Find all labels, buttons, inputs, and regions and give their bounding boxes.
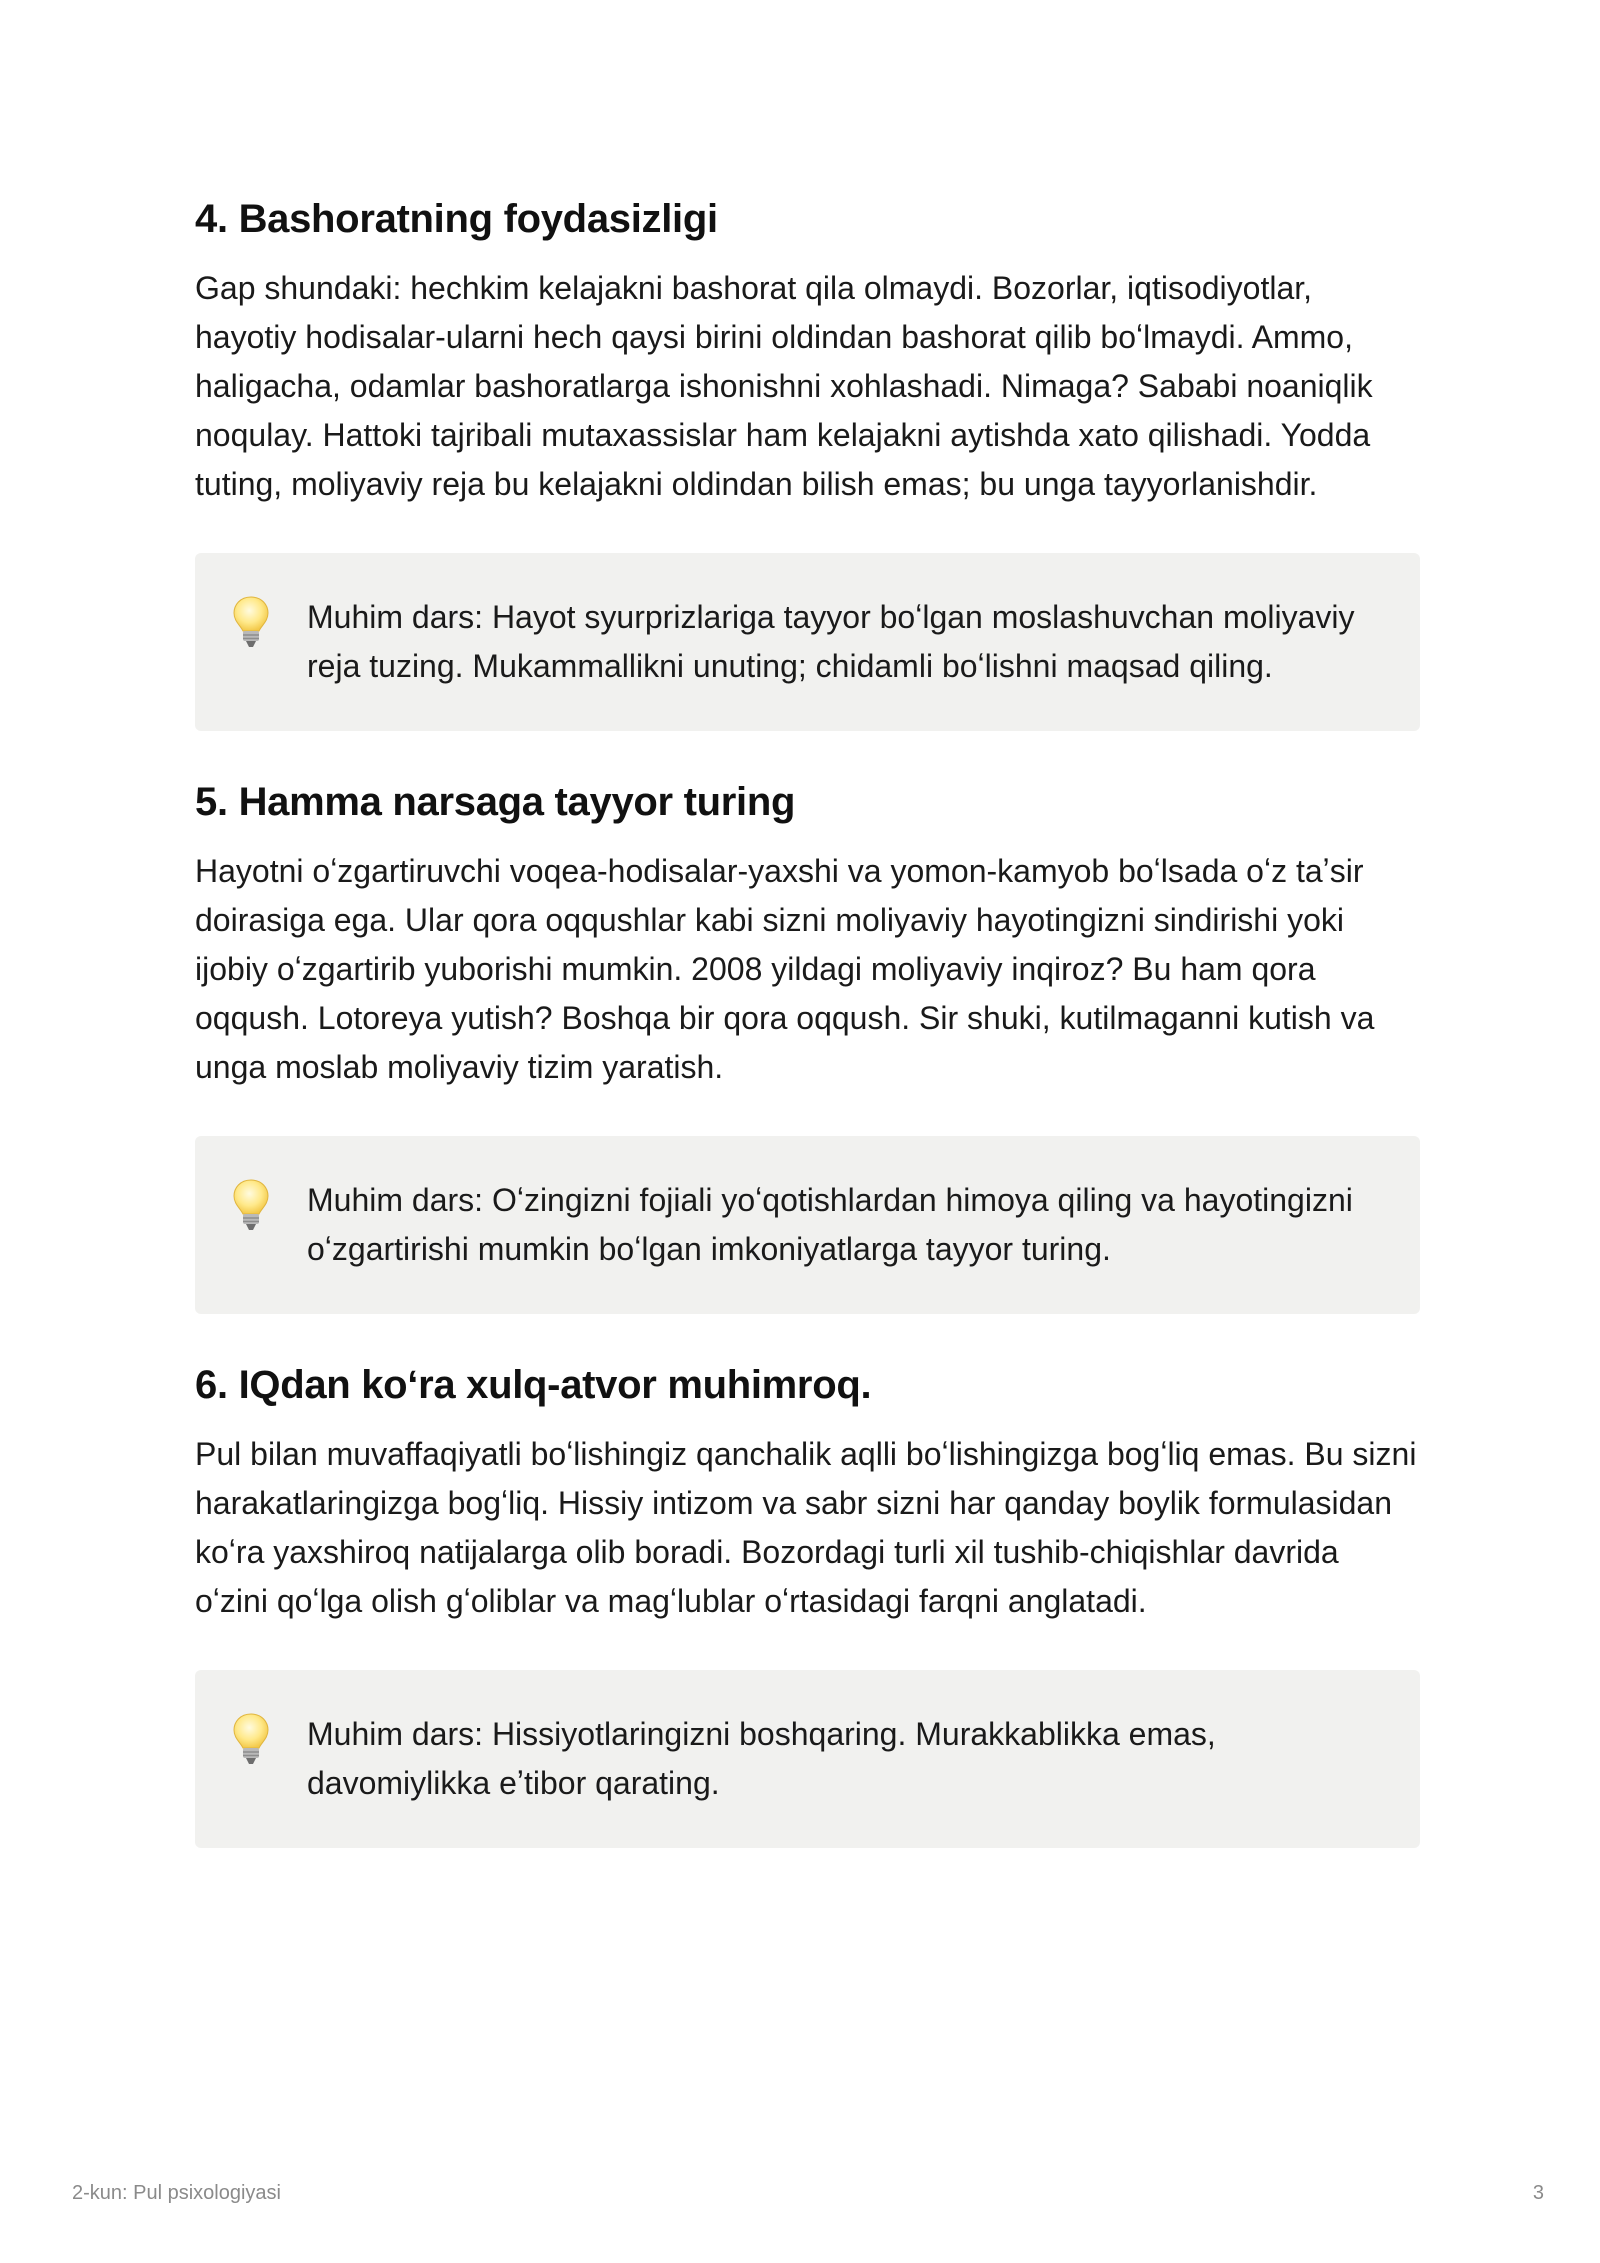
document-content (195, 188, 1420, 1848)
lightbulb-icon (231, 1178, 275, 1239)
callout-text: Muhim dars: Hissiyotlaringizni boshqaring. Murakkablikka emas, davomiylikka eʼtibor qarating. (307, 1716, 1216, 1801)
footer-title: 2-kun: Pul psixologiyasi (72, 2182, 281, 2204)
section-heading: 6. IQdan koʻra xulq-atvor muhimroq. (195, 1363, 872, 1407)
section-body: Pul bilan muvaffaqiyatli boʻlishingiz qanchalik aqlli boʻlishingizga bogʻliq emas. Bu sizni harakatlaringizga bogʻliq. Hissiy intizom va sabr sizni har qanday boylik formulasidan koʻra yaxshiroq natijalarga olib boradi. Bozordagi turli xil tushib-chiqishlar davrida oʻzini qoʻlga olish gʻoliblar va magʻlublar oʻrtasidagi farqni anglatadi. (195, 1436, 1417, 1619)
callout-box (195, 1136, 1420, 1314)
callout-box (195, 553, 1420, 731)
callout-box (195, 1670, 1420, 1848)
section-heading: 5. Hamma narsaga tayyor turing (195, 780, 796, 824)
callout-text: Muhim dars: Hayot syurprizlariga tayyor boʻlgan moslashuvchan moliyaviy reja tuzing. Mukammallikni unuting; chidamli boʻlishni maqsad qiling. (307, 599, 1355, 684)
callout-text: Muhim dars: Oʻzingizni fojiali yoʻqotishlardan himoya qiling va hayotingizni oʻzgartirishi mumkin boʻlgan imkoniyatlarga tayyor turing. (307, 1182, 1353, 1267)
page-number: 3 (1532, 2182, 1544, 2204)
section-body: Hayotni oʻzgartiruvchi voqea-hodisalar-yaxshi va yomon-kamyob boʻlsada oʻz taʼsir doirasiga ega. Ular qora oqqushlar kabi sizni moliyaviy hayotingizni sindirishi yoki ijobiy oʻzgartirib yuborishi mumkin. 2008 yildagi moliyaviy inqiroz? Bu ham qora oqqush. Lotoreya yutish? Boshqa bir qora oqqush. Sir shuki, kutilmaganni kutish va unga moslab moliyaviy tizim yaratish. (195, 853, 1375, 1085)
lightbulb-icon (231, 1712, 275, 1773)
section-heading: 4. Bashoratning foydasizligi (195, 197, 718, 241)
section-body: Gap shundaki: hechkim kelajakni bashorat qila olmaydi. Bozorlar, iqtisodiyotlar, hayotiy hodisalar-ularni hech qaysi birini oldindan bashorat qilib boʻlmaydi. Ammo, haligacha, odamlar bashoratlarga ishonishni xohlashadi. Nimaga? Sababi noaniqlik noqulay. Hattoki tajribali mutaxassislar ham kelajakni aytishda xato qilishadi. Yodda tuting, moliyaviy reja bu kelajakni oldindan bilish emas; bu unga tayyorlanishdir. (195, 270, 1373, 502)
lightbulb-icon (231, 595, 275, 656)
